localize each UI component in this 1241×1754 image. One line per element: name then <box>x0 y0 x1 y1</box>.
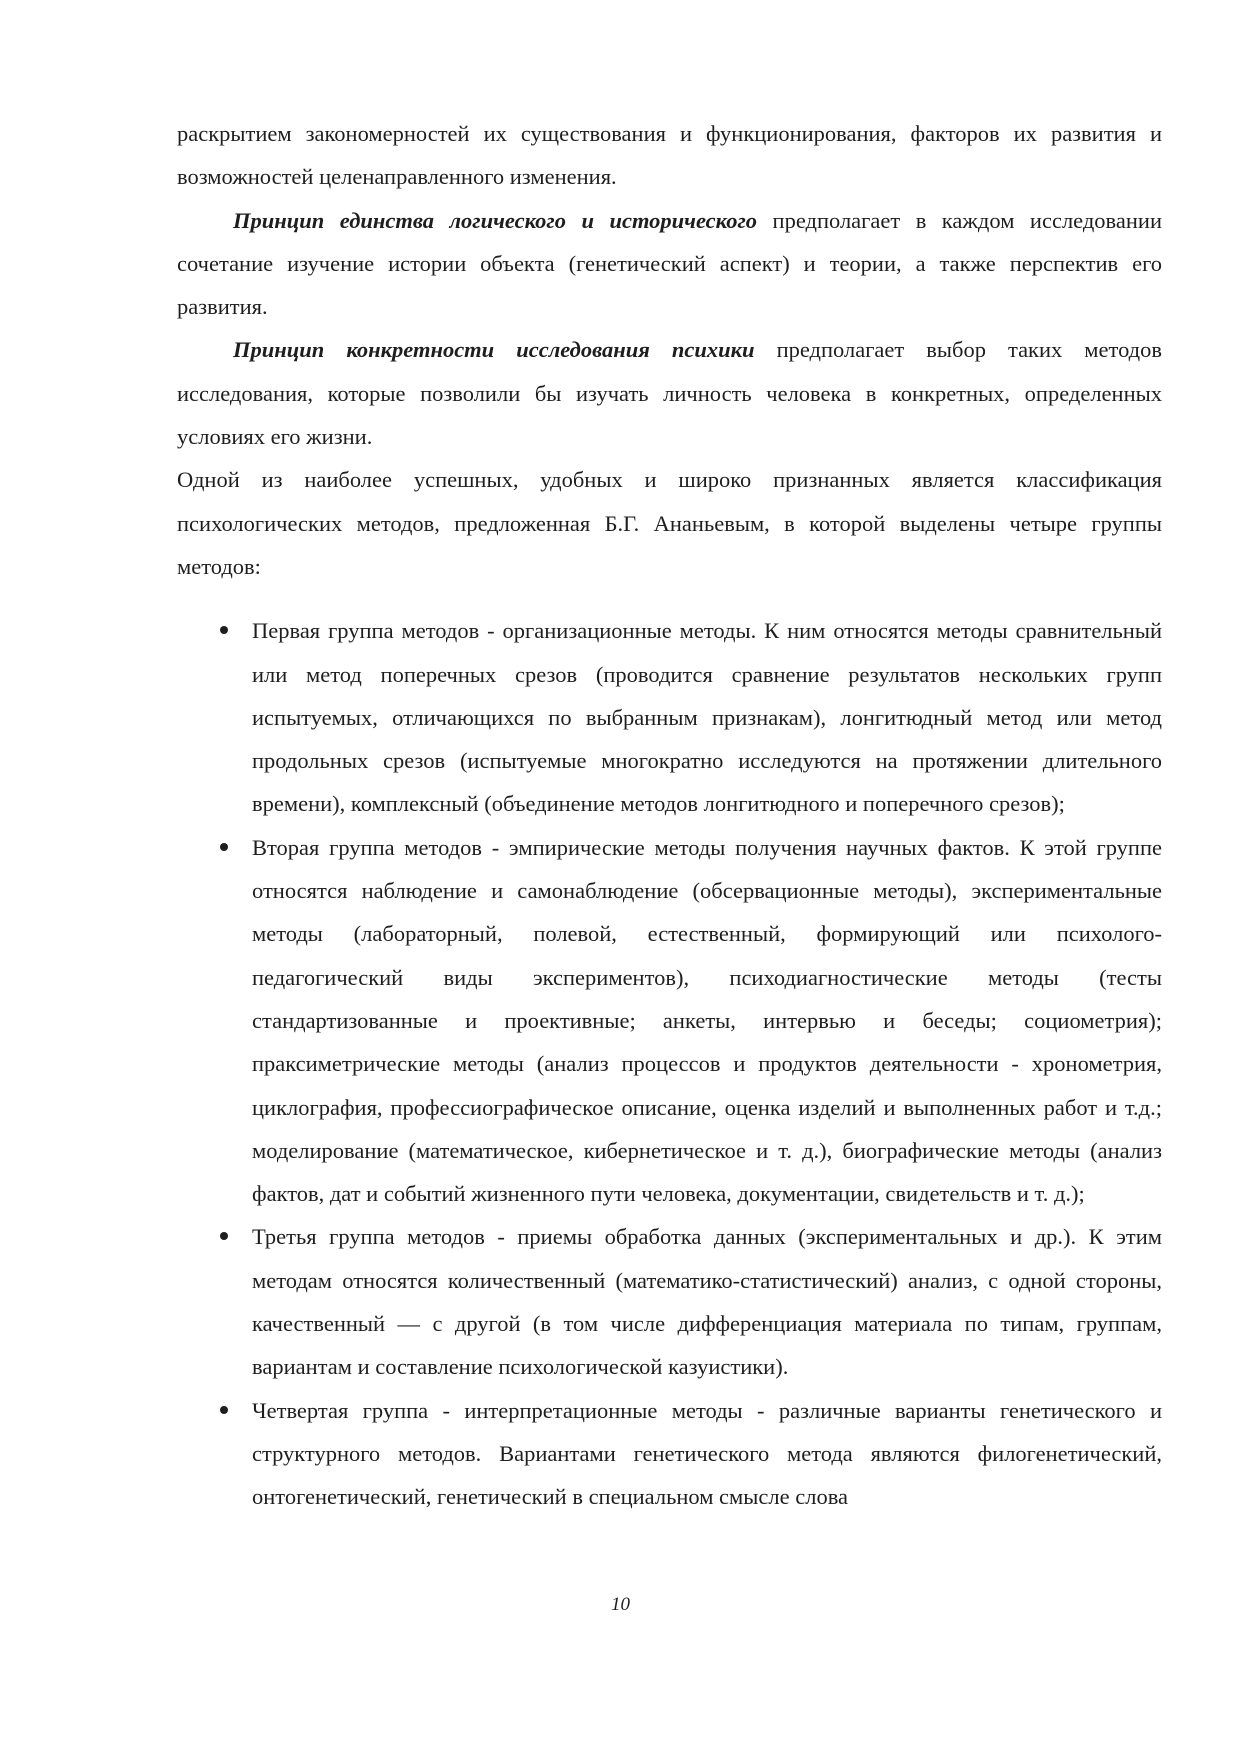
principle-term: Принцип единства логического и исторического <box>233 207 758 233</box>
paragraph-intro-continuation: раскрытием закономерностей их существования и функционирования, факторов их развития и возможностей целенаправленного изменения. <box>177 121 1162 190</box>
paragraph-principle-logical-historical <box>177 199 1162 329</box>
paragraph-principle-concreteness <box>177 328 1162 458</box>
principle-text: предполагает выбор таких методов исследования, которые позволили бы изучать личность человека в конкретных, определенных условиях его жизни. <box>177 337 1162 450</box>
bullet-icon <box>220 1232 228 1240</box>
list-item <box>177 826 1162 1216</box>
list-item <box>177 1389 1162 1519</box>
page-body <box>177 112 1162 1519</box>
bullet-icon <box>220 843 228 851</box>
principle-text: предполагает в каждом исследовании сочетание изучение истории объекта (генетический аспект) и теории, а также перспектив его развития. <box>177 207 1162 320</box>
bullet-icon <box>220 626 228 634</box>
list-item <box>177 1215 1162 1388</box>
bullet-icon <box>220 1406 228 1414</box>
list-item-text: Третья группа методов - приемы обработка данных (экспериментальных и др.). К этим методам относятся количественный (математико-статистический) анализ, с одной стороны, качественный — с другой (в том числе дифференциация материала по типам, группам, вариантам и составление психологической казуистики). <box>252 1224 1162 1380</box>
list-item-text: Первая группа методов - организационные методы. К ним относятся методы сравнительный или метод поперечных срезов (проводится сравнение результатов нескольких групп испытуемых, отличающихся по выбранным признакам), лонгитюдный метод или метод продольных срезов (испытуемые многократно исследуются на протяжении длительного времени), комплексный (объединение методов лонгитюдного и поперечного срезов); <box>252 618 1162 817</box>
principle-term: Принцип конкретности исследования психики <box>233 337 755 363</box>
list-item <box>177 609 1162 825</box>
page-number: 10 <box>611 1594 630 1615</box>
paragraph-classification: Одной из наиболее успешных, удобных и широко признанных является классификация психологических методов, предложенная Б.Г. Ананьевым, в которой выделены четыре группы методов: <box>177 467 1162 579</box>
list-item-text: Вторая группа методов - эмпирические методы получения научных фактов. К этой группе относятся наблюдение и самонаблюдение (обсервационные методы), экспериментальные методы (лабораторный, полевой, естественный, формирующий или психолого-педагогический виды экспериментов), психодиагностические методы (тесты стандартизованные и проективные; анкеты, интервью и беседы; социометрия); праксиметрические методы (анализ процессов и продуктов деятельности - хронометрия, циклография, профессиографическое описание, оценка изделий и выполненных работ и т.д.; моделирование (математическое, кибернетическое и т. д.), биографические методы (анализ фактов, дат и событий жизненного пути человека, документации, свидетельств и т. д.); <box>252 834 1162 1207</box>
method-groups-list <box>177 609 1162 1518</box>
list-item-text: Четвертая группа - интерпретационные методы - различные варианты генетического и структурного методов. Вариантами генетического метода являются филогенетический, онтогенетический, генетический в специальном смысле слова <box>252 1397 1162 1510</box>
